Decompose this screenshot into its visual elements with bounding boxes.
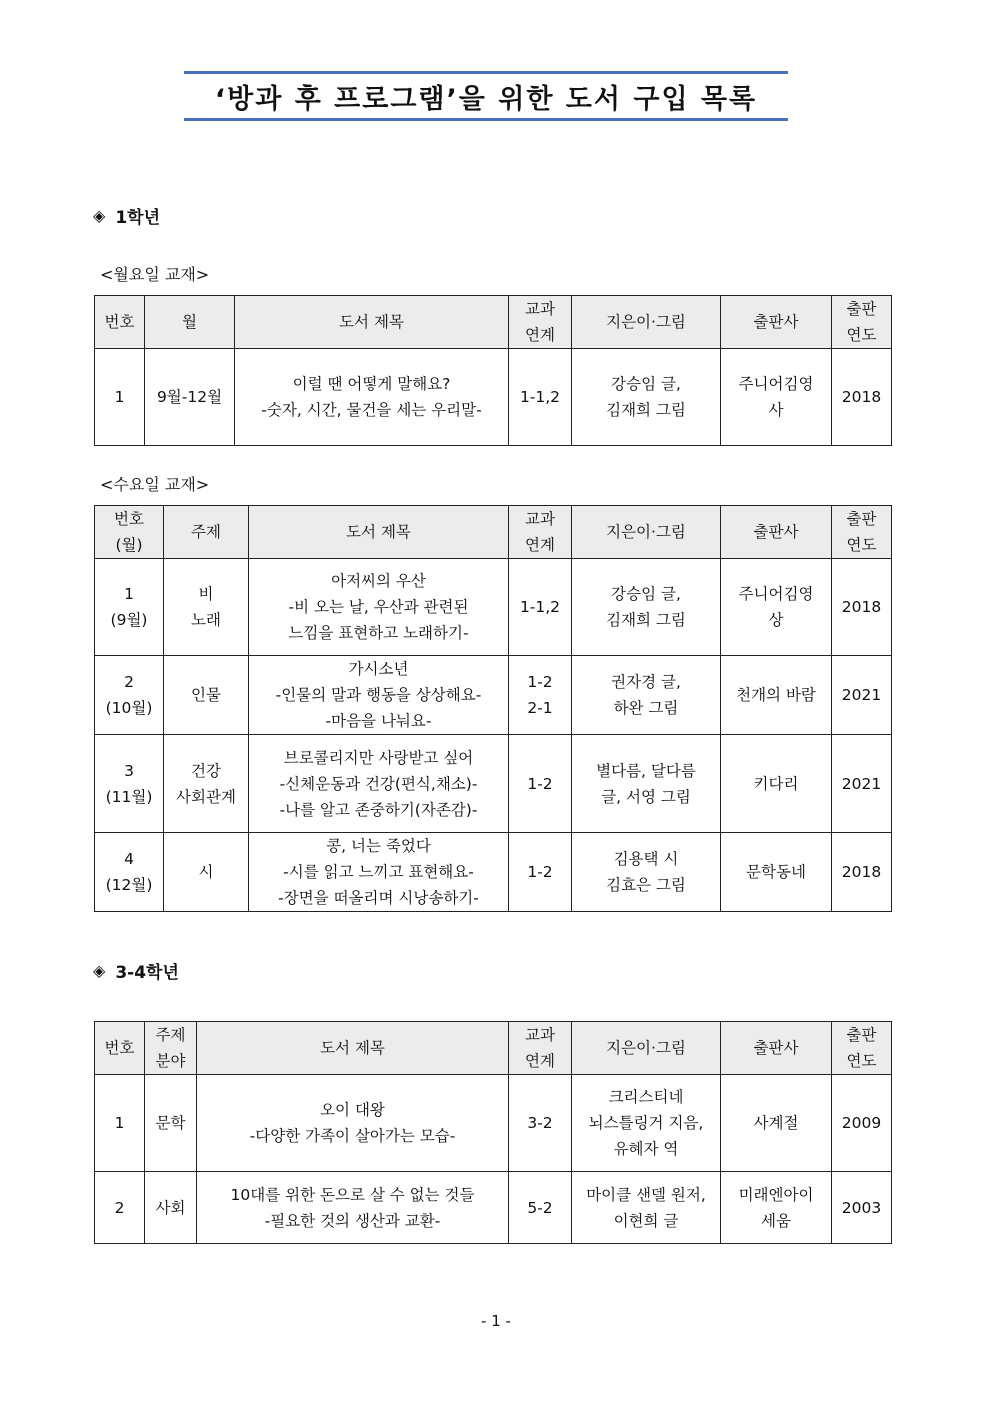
- header-cell: 지은이·그림: [572, 1022, 721, 1075]
- table-cell: 1-2: [509, 735, 572, 833]
- table-cell: 미래엔아이 세움: [721, 1172, 832, 1244]
- table-cell: 비 노래: [164, 559, 249, 656]
- table-row: [95, 1075, 892, 1172]
- diamond-bullet-icon: ◈: [93, 206, 106, 225]
- header-cell: 도서 제목: [235, 296, 509, 349]
- table-cell: 가시소년 -인물의 말과 행동을 상상해요- -마음을 나눠요-: [249, 656, 509, 735]
- table-cell: 권자경 글, 하완 그림: [572, 656, 721, 735]
- monday-table: [94, 295, 892, 446]
- table-cell: 2: [95, 1172, 145, 1244]
- header-cell: 지은이·그림: [572, 506, 721, 559]
- table-cell: 브로콜리지만 사랑받고 싶어 -신체운동과 건강(편식,채소)- -나를 알고 존중하기(자존감)-: [249, 735, 509, 833]
- table-cell: 10대를 위한 돈으로 살 수 없는 것들 -필요한 것의 생산과 교환-: [197, 1172, 509, 1244]
- header-cell: 출판사: [721, 296, 832, 349]
- header-cell: 출판 연도: [832, 1022, 892, 1075]
- header-cell: 교과 연계: [509, 1022, 572, 1075]
- header-cell: 지은이·그림: [572, 296, 721, 349]
- table-header-row: [95, 1022, 892, 1075]
- table-cell: 1: [95, 1075, 145, 1172]
- table-cell: 이럴 땐 어떻게 말해요? -숫자, 시간, 물건을 세는 우리말-: [235, 349, 509, 446]
- table-cell: 크리스티네 뇌스틀링거 지음, 유혜자 역: [572, 1075, 721, 1172]
- table-cell: 5-2: [509, 1172, 572, 1244]
- table-cell: 문학동네: [721, 833, 832, 912]
- table-cell: 천개의 바람: [721, 656, 832, 735]
- section-grade1: [93, 203, 160, 228]
- table-header-row: [95, 296, 892, 349]
- table-cell: 2 (10월): [95, 656, 164, 735]
- table-cell: 아저씨의 우산 -비 오는 날, 우산과 관련된 느낌을 표현하고 노래하기-: [249, 559, 509, 656]
- header-cell: 교과 연계: [509, 506, 572, 559]
- table-cell: 2018: [832, 559, 892, 656]
- table-row: [95, 656, 892, 735]
- table-cell: 문학: [145, 1075, 197, 1172]
- header-cell: 번호: [95, 1022, 145, 1075]
- table-cell: 주니어김영 사: [721, 349, 832, 446]
- section-grade1-label: 1학년: [115, 208, 160, 228]
- table-cell: 시: [164, 833, 249, 912]
- table-cell: 1-1,2: [509, 559, 572, 656]
- table-cell: 2018: [832, 349, 892, 446]
- table-cell: 1-2: [509, 833, 572, 912]
- header-cell: 주제 분야: [145, 1022, 197, 1075]
- table-row: [95, 735, 892, 833]
- diamond-bullet-icon: ◈: [93, 961, 106, 980]
- header-cell: 교과 연계: [509, 296, 572, 349]
- table-cell: 1 (9월): [95, 559, 164, 656]
- wednesday-caption: <수요일 교재>: [100, 475, 210, 494]
- table-cell: 1: [95, 349, 145, 446]
- table-cell: 사회: [145, 1172, 197, 1244]
- table-cell: 사계절: [721, 1075, 832, 1172]
- header-cell: 번호 (월): [95, 506, 164, 559]
- header-cell: 도서 제목: [249, 506, 509, 559]
- table-row: [95, 559, 892, 656]
- table-row: [95, 1172, 892, 1244]
- page-title: ‘방과 후 프로그램’을 위한 도서 구입 목록: [184, 71, 788, 121]
- table-cell: 김용택 시 김효은 그림: [572, 833, 721, 912]
- table-cell: 오이 대왕 -다양한 가족이 살아가는 모습-: [197, 1075, 509, 1172]
- table-cell: 주니어김영 상: [721, 559, 832, 656]
- header-cell: 출판 연도: [832, 296, 892, 349]
- header-cell: 출판사: [721, 506, 832, 559]
- header-cell: 번호: [95, 296, 145, 349]
- header-cell: 월: [145, 296, 235, 349]
- table-cell: 키다리: [721, 735, 832, 833]
- page-number: - 1 -: [481, 1312, 511, 1330]
- table-cell: 마이클 샌델 원저, 이현희 글: [572, 1172, 721, 1244]
- table-cell: 건강 사회관계: [164, 735, 249, 833]
- table-cell: 2021: [832, 656, 892, 735]
- table-cell: 9월-12월: [145, 349, 235, 446]
- header-cell: 출판사: [721, 1022, 832, 1075]
- table-cell: 3-2: [509, 1075, 572, 1172]
- wednesday-table: [94, 505, 892, 912]
- header-cell: 도서 제목: [197, 1022, 509, 1075]
- table-row: [95, 833, 892, 912]
- table-row: [95, 349, 892, 446]
- table-cell: 콩, 너는 죽었다 -시를 읽고 느끼고 표현해요- -장면을 떠올리며 시낭송하기-: [249, 833, 509, 912]
- table-cell: 4 (12월): [95, 833, 164, 912]
- table-cell: 2018: [832, 833, 892, 912]
- section-grade34-label: 3-4학년: [115, 963, 179, 983]
- section-grade34: [93, 958, 179, 983]
- table-cell: 2021: [832, 735, 892, 833]
- table-header-row: [95, 506, 892, 559]
- table-cell: 3 (11월): [95, 735, 164, 833]
- grade34-table: [94, 1021, 892, 1244]
- table-cell: 1-1,2: [509, 349, 572, 446]
- table-cell: 2009: [832, 1075, 892, 1172]
- header-cell: 주제: [164, 506, 249, 559]
- table-cell: 인물: [164, 656, 249, 735]
- table-cell: 강승임 글, 김재희 그림: [572, 349, 721, 446]
- table-cell: 1-2 2-1: [509, 656, 572, 735]
- header-cell: 출판 연도: [832, 506, 892, 559]
- table-cell: 별다름, 달다름 글, 서영 그림: [572, 735, 721, 833]
- monday-caption: <월요일 교재>: [100, 265, 210, 284]
- table-cell: 2003: [832, 1172, 892, 1244]
- table-cell: 강승임 글, 김재희 그림: [572, 559, 721, 656]
